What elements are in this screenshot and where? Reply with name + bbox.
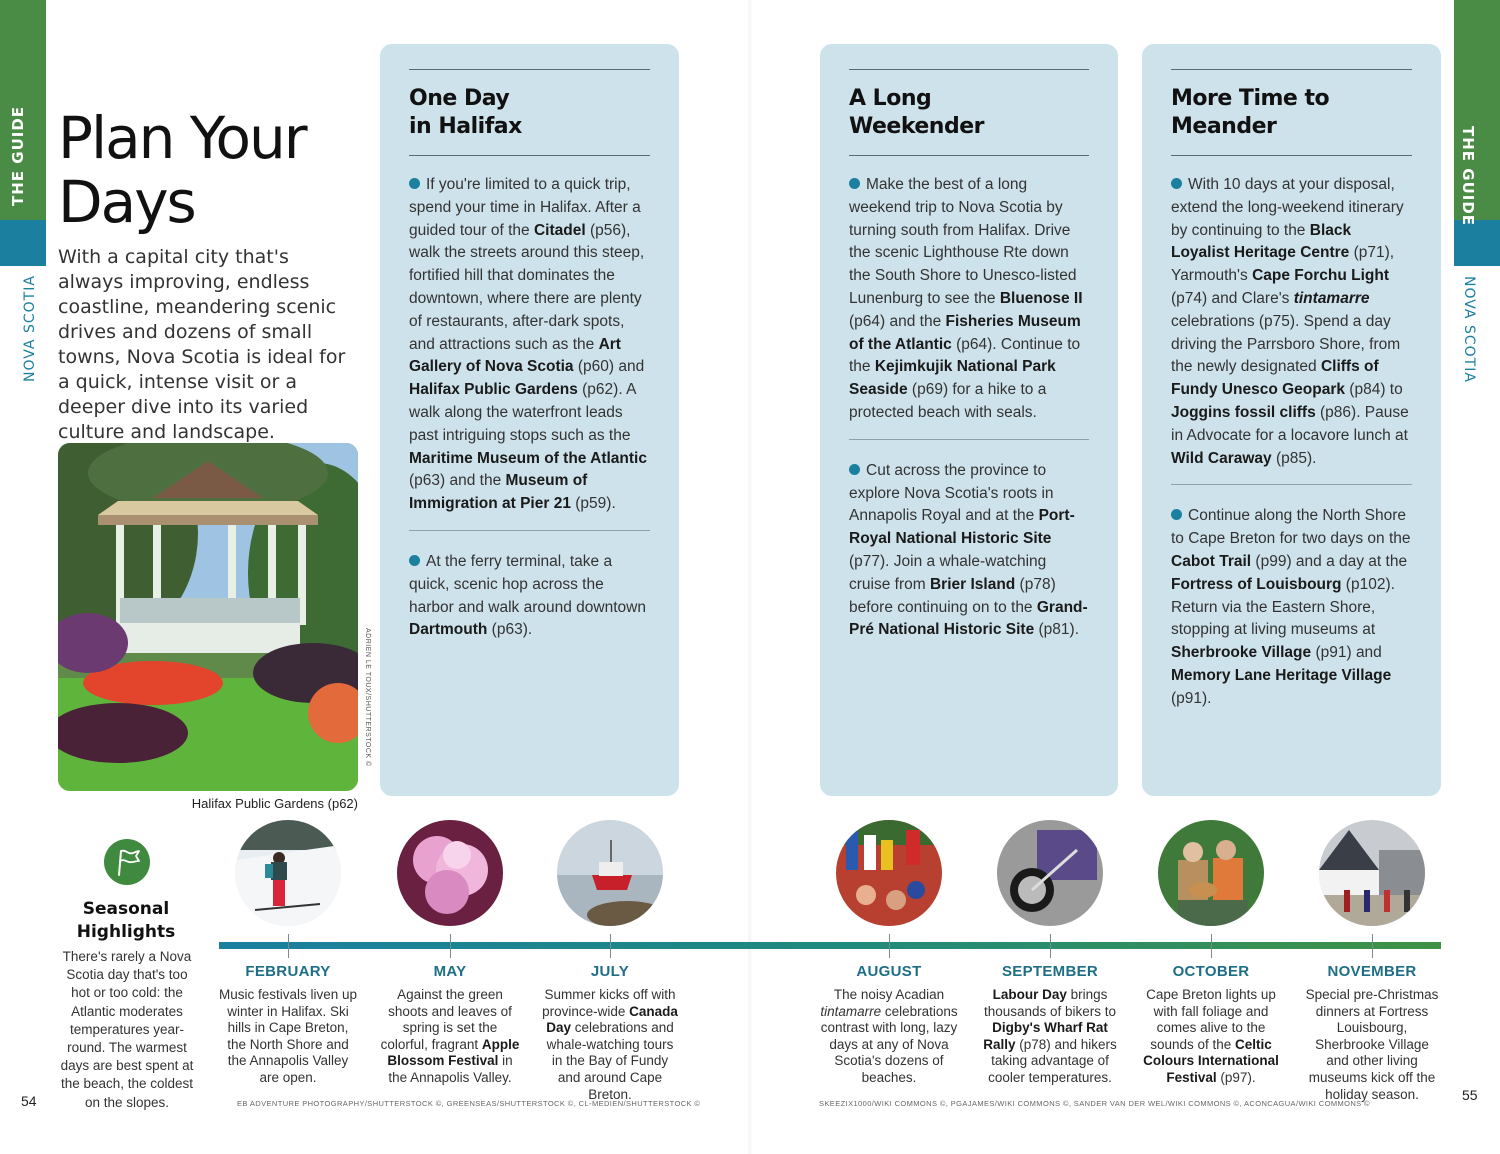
- region-label-left: NOVA SCOTIA: [22, 275, 38, 382]
- text-run: (p97).: [1216, 1069, 1256, 1085]
- bold-term: Fortress of Louisbourg: [1171, 575, 1342, 593]
- text-run: Cape Breton lights up with fall foliage and comes alive to the sounds of the: [1146, 987, 1276, 1052]
- bold-term: Art Gallery of Nova Scotia: [409, 335, 621, 376]
- italic-term: tintamarre: [820, 1003, 882, 1019]
- text-run: Special pre-Christmas dinners at Fortress Louisbourg, Sherbrooke Village and other living museums kick off the holiday season.: [1305, 987, 1439, 1102]
- itinerary-card-more-time: [1142, 44, 1441, 796]
- timeline-tick: [1372, 934, 1373, 958]
- card-paragraph: [1171, 174, 1412, 470]
- month-photo-october: [1158, 820, 1264, 926]
- text-run: Cut across the province to explore Nova Scotia's roots in Annapolis Royal and at the: [849, 461, 1054, 525]
- itinerary-card-one-day: [380, 44, 679, 796]
- text-run: (p78) and hikers taking advantage of cooler temperatures.: [988, 1036, 1117, 1085]
- text-run: (p85).: [1271, 449, 1317, 467]
- bold-term: Black Loyalist Heritage Centre: [1171, 221, 1352, 262]
- text-run: (p62). A walk along the waterfront leads past intriguing stops such as the: [409, 381, 636, 444]
- card-divider: [849, 439, 1089, 440]
- text-run: (p77). Join a whale-watching cruise from: [849, 552, 1047, 593]
- month-photo-may: [397, 820, 503, 926]
- card-top-rule: [1171, 69, 1412, 70]
- timeline-tick: [1050, 934, 1051, 958]
- bold-italic-term: tintamarre: [1293, 289, 1370, 307]
- text-run: (p59).: [570, 495, 616, 513]
- photo-credits-left: EB ADVENTURE PHOTOGRAPHY/SHUTTERSTOCK ©, GREENSEAS/SHUTTERSTOCK ©, CL-MEDIEN/SHUTTERSTOCK ©: [237, 1099, 701, 1108]
- timeline-tick: [1211, 934, 1212, 958]
- month-name: FEBRUARY: [245, 963, 331, 980]
- card-title: [849, 85, 1089, 141]
- bold-term: Memory Lane Heritage Village: [1171, 666, 1392, 684]
- bold-term: Wild Caraway: [1171, 449, 1272, 467]
- month-photo-february: [235, 820, 341, 926]
- timeline-tick: [288, 934, 289, 958]
- text-run: (p91).: [1171, 689, 1212, 707]
- bold-term: Cliffs of Fundy Unesco Geopark: [1171, 358, 1379, 399]
- page-title: [58, 106, 306, 234]
- seasonal-title-line1: Seasonal: [82, 899, 170, 919]
- seasonal-highlights-title: [56, 898, 196, 944]
- section-tab-right-accent: [1454, 220, 1500, 266]
- month-description: [1141, 987, 1281, 1087]
- bold-term: Brier Island: [929, 575, 1016, 593]
- card-paragraph: [1171, 505, 1412, 710]
- bold-term: Grand-Pré National Historic Site: [849, 598, 1088, 639]
- month-description: [380, 987, 520, 1087]
- text-run: brings thousands of bikers to: [983, 987, 1117, 1019]
- month-name: OCTOBER: [1172, 963, 1250, 980]
- page-number-right: 55: [1462, 1087, 1478, 1103]
- bold-term: Maritime Museum of the Atlantic: [409, 449, 647, 467]
- month-name: NOVEMBER: [1327, 963, 1417, 980]
- bullet-icon: [409, 555, 420, 566]
- text-run: (p102). Return via the Eastern Shore, stopping at living museums at: [1171, 575, 1395, 639]
- card-top-rule: [409, 69, 650, 70]
- month-photo-september: [997, 820, 1103, 926]
- text-run: (p63).: [487, 621, 533, 639]
- bold-term: Cape Forchu Light: [1252, 267, 1389, 285]
- text-run: in the Annapolis Valley.: [388, 1053, 513, 1085]
- bullet-icon: [1171, 509, 1182, 520]
- gazebo-illustration: [58, 443, 358, 791]
- section-label-right: THE GUIDE: [1459, 126, 1477, 227]
- bold-term: Halifax Public Gardens: [409, 381, 578, 399]
- bold-term: Joggins fossil cliffs: [1171, 403, 1316, 421]
- month-name: AUGUST: [856, 963, 922, 980]
- card-paragraph: [849, 174, 1089, 425]
- month-name: MAY: [433, 963, 467, 980]
- card-paragraph: [849, 460, 1089, 642]
- bold-term: Digby's Wharf Rat Rally: [983, 1020, 1108, 1052]
- card-top-rule: [849, 69, 1089, 70]
- text-run: (p69) for a hike to a protected beach with seals.: [849, 381, 1047, 421]
- card-title-line2: in Halifax: [409, 114, 522, 139]
- month-description: [819, 987, 959, 1087]
- card-paragraph: [409, 174, 650, 516]
- bullet-icon: [1171, 178, 1182, 189]
- text-run: (p78) before continuing on to the: [849, 575, 1056, 616]
- card-title-line2: Meander: [1171, 114, 1277, 139]
- seasonal-highlights-text: There's rarely a Nova Scotia day that's too hot or too cold: the Atlantic moderates temperatures year-round. The warmest days are best spent at the beach, the coldest on the slopes.: [60, 949, 194, 1110]
- month-photo-november: [1319, 820, 1425, 926]
- card-title-line1: More Time to: [1171, 86, 1330, 111]
- month-description: [980, 987, 1120, 1087]
- flag-icon: [104, 839, 150, 885]
- text-run: Make the best of a long weekend trip to Nova Scotia by turning south from Halifax. Drive the scenic Lighthouse Rte down the South Shore to Unesco-listed Lunenburg to see the: [849, 176, 1077, 307]
- photo-caption: Halifax Public Gardens (p62): [191, 796, 358, 811]
- bold-term: Kejimkujik National Park Seaside: [849, 358, 1056, 399]
- card-title: [409, 85, 650, 141]
- section-tab-left-accent: [0, 220, 46, 266]
- card-title-line1: One Day: [409, 86, 510, 111]
- bold-term: Apple Blossom Festival: [387, 1036, 520, 1069]
- page-number-left: 54: [21, 1093, 37, 1109]
- month-description: [218, 987, 358, 1087]
- bold-term: Dartmouth: [409, 621, 488, 639]
- bold-term: Citadel: [533, 221, 586, 239]
- bold-term: Bluenose II: [999, 289, 1083, 307]
- text-run: (p64). Continue to the: [849, 335, 1081, 376]
- seasonal-title-line2: Highlights: [76, 922, 176, 942]
- text-run: celebrations contrast with long, lazy days at any of Nova Scotia's dozens of beaches.: [820, 1003, 958, 1085]
- text-run: If you're limited to a quick trip, spend your time in Halifax. After a guided tour of the: [409, 176, 641, 239]
- text-run: (p64) and the: [849, 312, 946, 330]
- text-run: (p99) and a day at the: [1251, 552, 1408, 570]
- month-name: SEPTEMBER: [1001, 963, 1099, 980]
- photo-credit: ADRIEN LE TOUX/SHUTTERSTOCK ©: [364, 628, 371, 767]
- bold-term: Museum of Immigration at Pier 21: [409, 472, 588, 513]
- text-run: (p91) and: [1311, 644, 1382, 662]
- page-gutter: [748, 0, 752, 1154]
- bold-term: Port-Royal National Historic Site: [849, 507, 1075, 548]
- page-title-line2: Days: [58, 168, 195, 236]
- month-photo-july: [557, 820, 663, 926]
- month-description: [540, 987, 680, 1103]
- halifax-gardens-photo: [58, 443, 358, 791]
- text-run: (p63) and the: [409, 472, 506, 490]
- text-run: (p74) and Clare's: [1171, 289, 1294, 307]
- text-run: celebrations (p75). Spend a day driving the Parrsboro Shore, from the newly designated: [1171, 312, 1401, 376]
- card-title: [1171, 85, 1412, 141]
- timeline-tick: [450, 934, 451, 958]
- text-run: (p81).: [1034, 621, 1080, 639]
- bold-term: Canada Day: [546, 1003, 678, 1036]
- text-run: Against the green shoots and leaves of spring is set the colorful, fragrant: [380, 987, 512, 1052]
- itinerary-card-long-weekender: [820, 44, 1118, 796]
- text-run: (p60) and: [573, 358, 645, 376]
- bullet-icon: [849, 178, 860, 189]
- card-paragraph: [409, 551, 650, 642]
- month-photo-august: [836, 820, 942, 926]
- month-name: JULY: [590, 963, 630, 980]
- timeline-tick: [610, 934, 611, 958]
- bold-term: Fisheries Museum of the Atlantic: [849, 312, 1081, 353]
- text-run: At the ferry terminal, take a quick, scenic hop across the harbor and walk around downtown: [409, 552, 646, 616]
- intro-text: With a capital city that's always improving, endless coastline, meandering scenic drives and dozens of small towns, Nova Scotia is ideal for a quick, intense visit or a deeper dive into its varied culture and landscape.: [58, 246, 346, 443]
- page-title-line1: Plan Your: [58, 104, 306, 172]
- region-label-right: NOVA SCOTIA: [1461, 276, 1477, 383]
- bullet-icon: [409, 178, 420, 189]
- text-run: (p86). Pause in Advocate for a locavore lunch at: [1171, 403, 1409, 444]
- text-run: Summer kicks off with province-wide: [542, 987, 676, 1019]
- bullet-icon: [849, 464, 860, 475]
- photo-credits-right: SKEEZIX1000/WIKI COMMONS ©, PGAJAMES/WIKI COMMONS ©, SANDER VAN DER WEL/WIKI COMMONS ©, ACONCAGUA/WIKI COMMONS ©: [819, 1099, 1370, 1108]
- text-run: (p84) to: [1344, 381, 1403, 399]
- card-title-line2: Weekender: [849, 114, 984, 139]
- text-run: (p71), Yarmouth's: [1171, 244, 1395, 285]
- timeline-bar: [219, 942, 1441, 949]
- bold-term: Cabot Trail: [1171, 552, 1252, 570]
- timeline-tick: [889, 934, 890, 958]
- text-run: Continue along the North Shore to Cape Breton for two days on the: [1171, 507, 1411, 548]
- text-run: Music festivals liven up winter in Halifax. Ski hills in Cape Breton, the North Shore and the Annapolis Valley are open.: [218, 987, 358, 1085]
- month-description: [1302, 987, 1442, 1103]
- bold-term: Celtic Colours International Festival: [1143, 1036, 1279, 1085]
- text-run: celebrations and whale-watching tours in the Bay of Fundy and around Cape Breton.: [546, 1020, 674, 1102]
- text-run: (p56), walk the streets around this steep, fortified hill that dominates the downtown, where there are plenty of restaurants, after-dark spots, and attractions such as the: [409, 221, 645, 353]
- card-divider: [1171, 484, 1412, 485]
- card-title-line1: A Long: [849, 86, 932, 111]
- bold-term: Sherbrooke Village: [1171, 644, 1312, 662]
- card-divider: [409, 530, 650, 531]
- bold-term: Labour Day: [992, 987, 1067, 1002]
- section-label-left: THE GUIDE: [9, 105, 27, 206]
- text-run: The noisy Acadian: [833, 987, 945, 1002]
- text-run: With 10 days at your disposal, extend the long-weekend itinerary by continuing to the: [1171, 176, 1404, 239]
